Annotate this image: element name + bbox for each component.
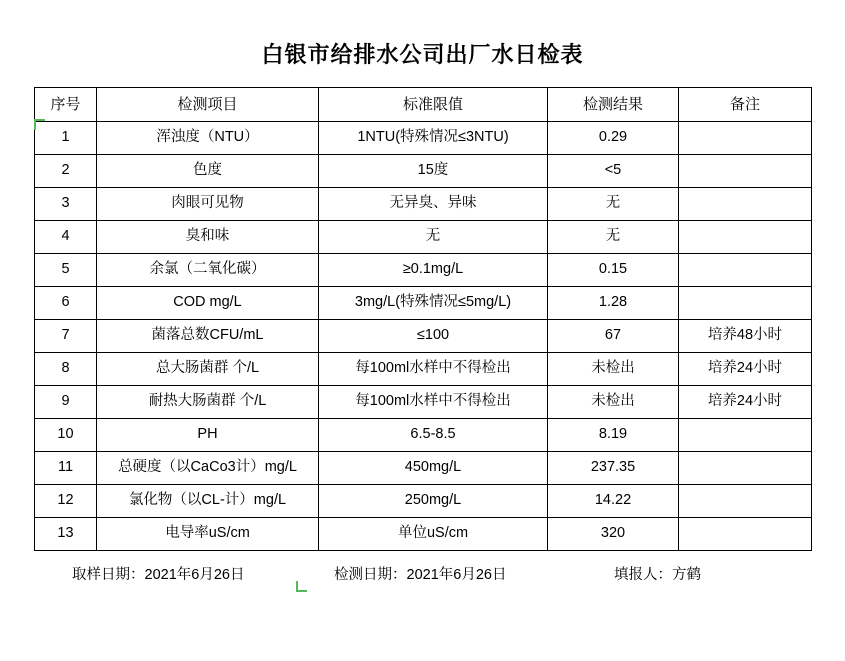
cell-no: 12 — [35, 485, 97, 518]
column-header-note: 备注 — [679, 88, 812, 122]
cell-limit: 250mg/L — [319, 485, 548, 518]
cell-note: 培养24小时 — [679, 353, 812, 386]
cell-limit: ≥0.1mg/L — [319, 254, 548, 287]
cell-limit: 3mg/L(特殊情况≤5mg/L) — [319, 287, 548, 320]
cell-limit: 6.5-8.5 — [319, 419, 548, 452]
cell-item: 电导率uS/cm — [97, 518, 319, 551]
cell-limit: 无 — [319, 221, 548, 254]
cell-limit: 每100ml水样中不得检出 — [319, 353, 548, 386]
table-row — [35, 386, 812, 419]
table-row — [35, 353, 812, 386]
cell-limit: 无异臭、异味 — [319, 188, 548, 221]
cell-note — [679, 254, 812, 287]
cell-note — [679, 518, 812, 551]
cell-note — [679, 287, 812, 320]
cell-result: <5 — [548, 155, 679, 188]
table-row — [35, 155, 812, 188]
cell-item: 色度 — [97, 155, 319, 188]
cell-note: 培养24小时 — [679, 386, 812, 419]
cell-no: 13 — [35, 518, 97, 551]
table-row — [35, 122, 812, 155]
cell-result: 237.35 — [548, 452, 679, 485]
cell-no: 6 — [35, 287, 97, 320]
cell-result: 8.19 — [548, 419, 679, 452]
table-row — [35, 518, 812, 551]
cell-item: 氯化物（以CL-计）mg/L — [97, 485, 319, 518]
table-row — [35, 485, 812, 518]
reporter-label: 填报人：方鹤 — [614, 567, 701, 583]
cell-result: 0.15 — [548, 254, 679, 287]
cell-no: 3 — [35, 188, 97, 221]
cell-result: 14.22 — [548, 485, 679, 518]
cell-item: 总硬度（以CaCo3计）mg/L — [97, 452, 319, 485]
water-quality-table — [34, 87, 812, 551]
cell-item: 菌落总数CFU/mL — [97, 320, 319, 353]
test-date-label: 检测日期：2021年6月26日 — [334, 567, 507, 583]
cell-item: 浑浊度（NTU） — [97, 122, 319, 155]
cell-note: 培养48小时 — [679, 320, 812, 353]
table-row — [35, 287, 812, 320]
table-row — [35, 188, 812, 221]
cell-item: PH — [97, 419, 319, 452]
cell-limit: ≤100 — [319, 320, 548, 353]
cell-note — [679, 188, 812, 221]
report-page — [0, 38, 845, 661]
cell-result: 320 — [548, 518, 679, 551]
page-title: 白银市给排水公司出厂水日检表 — [261, 42, 584, 67]
cell-item: 耐热大肠菌群 个/L — [97, 386, 319, 419]
table-row — [35, 419, 812, 452]
cell-limit: 1NTU(特殊情况≤3NTU) — [319, 122, 548, 155]
cell-item: COD mg/L — [97, 287, 319, 320]
cell-no: 4 — [35, 221, 97, 254]
cell-no: 1 — [35, 122, 97, 155]
table-container — [34, 87, 811, 551]
cell-item: 余氯（二氧化碳） — [97, 254, 319, 287]
table-header-row — [35, 88, 812, 122]
cell-result: 0.29 — [548, 122, 679, 155]
cell-note — [679, 155, 812, 188]
table-row — [35, 452, 812, 485]
cell-result: 无 — [548, 221, 679, 254]
cell-limit: 450mg/L — [319, 452, 548, 485]
cell-no: 11 — [35, 452, 97, 485]
table-row — [35, 320, 812, 353]
table-row — [35, 254, 812, 287]
cell-note — [679, 122, 812, 155]
table-row — [35, 221, 812, 254]
cell-item: 总大肠菌群 个/L — [97, 353, 319, 386]
cell-result: 未检出 — [548, 386, 679, 419]
cell-result: 1.28 — [548, 287, 679, 320]
cell-no: 10 — [35, 419, 97, 452]
cell-no: 5 — [35, 254, 97, 287]
cell-note — [679, 419, 812, 452]
column-header-limit: 标准限值 — [319, 88, 548, 122]
cell-limit: 每100ml水样中不得检出 — [319, 386, 548, 419]
sample-date-label: 取样日期：2021年6月26日 — [72, 567, 245, 583]
cell-no: 8 — [35, 353, 97, 386]
column-header-item: 检测项目 — [97, 88, 319, 122]
cell-note — [679, 452, 812, 485]
cell-limit: 15度 — [319, 155, 548, 188]
cell-item: 臭和味 — [97, 221, 319, 254]
cell-no: 9 — [35, 386, 97, 419]
column-header-no: 序号 — [35, 88, 97, 122]
cell-result: 67 — [548, 320, 679, 353]
cell-limit: 单位uS/cm — [319, 518, 548, 551]
cell-result: 无 — [548, 188, 679, 221]
column-header-result: 检测结果 — [548, 88, 679, 122]
cell-result: 未检出 — [548, 353, 679, 386]
cell-note — [679, 485, 812, 518]
cell-item: 肉眼可见物 — [97, 188, 319, 221]
cell-no: 7 — [35, 320, 97, 353]
cell-note — [679, 221, 812, 254]
cell-no: 2 — [35, 155, 97, 188]
footer-row — [34, 563, 811, 584]
